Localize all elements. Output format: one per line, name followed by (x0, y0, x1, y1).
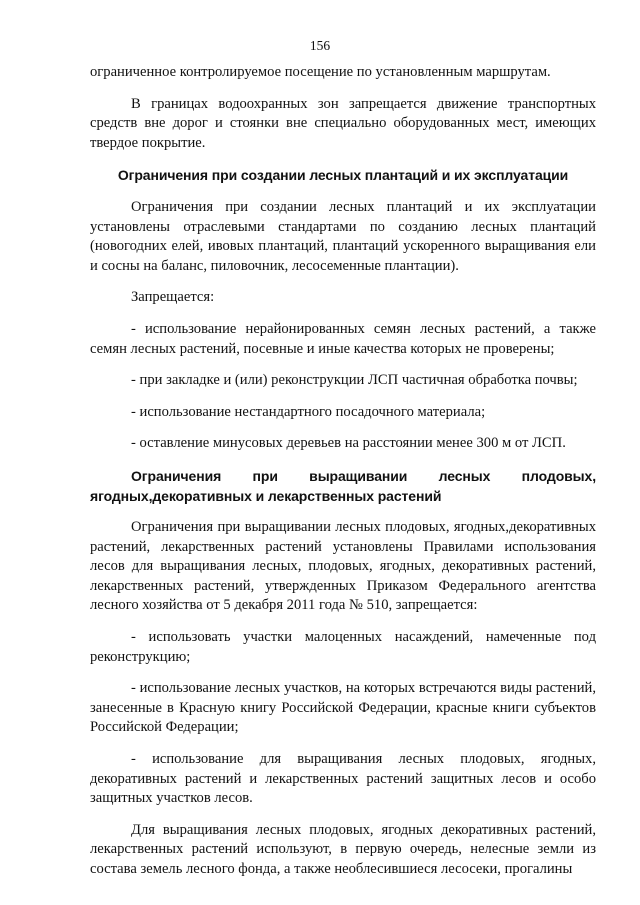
list-item: - использование нерайонированных семян лесных растений, а также семян лесных растений, посевные и иные качества которых не проверены; (90, 320, 596, 357)
list-item: - оставление минусовых деревьев на расстоянии менее 300 м от ЛСП. (131, 435, 566, 452)
paragraph-final: Для выращивания лесных плодовых, ягодных декоративных растений, лекарственных растений используют, в первую очередь, нелесные земли из состава земель лесного фонда, а также необлесившиеся лесосеки, прогалины (90, 821, 596, 877)
list-item: - использование для выращивания лесных плодовых, ягодных, декоративных растений и лекарственных растений защитных лесов и особо защитных участков лесов. (90, 751, 596, 807)
page-number: 156 (309, 38, 331, 53)
list-item: - использование лесных участков, на которых встречаются виды растений, занесенные в Красную книгу Российской Федерации, красные книги субъектов Российской Федерации; (90, 680, 596, 736)
paragraph-water-protection: В границах водоохранных зон запрещается движение транспортных средств вне дорог и стоянки вне специально оборудованных мест, имеющих твердое покрытие. (90, 95, 596, 151)
list-item: - использовать участки малоценных насаждений, намеченные под реконструкцию; (90, 629, 596, 665)
heading-growing-plants: Ограничения при выращивании лесных плодовых, ягодных,декоративных и лекарственных растений (90, 467, 596, 504)
list-item: - использование нестандартного посадочного материала; (131, 403, 486, 420)
paragraph-plantations: Ограничения при создании лесных плантаций и их эксплуатации установлены отраслевыми стандартами по созданию лесных плантаций (новогодних елей, ивовых плантаций, плантаций ускоренного выращивания ели и сосны на баланс, пиловочник, лесосеменные плантации). (90, 198, 596, 274)
heading-forest-plantations: Ограничения при создании лесных плантаций и их эксплуатации (117, 167, 569, 184)
list-item: - при закладке и (или) реконструкции ЛСП частичная обработка почвы; (131, 372, 578, 389)
paragraph-continuation: ограниченное контролируемое посещение по установленным маршрутам. (90, 64, 551, 80)
paragraph-growing: Ограничения при выращивании лесных плодовых, ягодных,декоративных растений, лекарственных растений установлены Правилами использования лесов для выращивания лесных, плодовых, ягодных, декоративных растений, лекарственных растений, утвержденных Приказом Федерального агентства лесного хозяйства от 5 декабря 2011 года № 510, запрещается: (90, 519, 596, 614)
paragraph-forbidden: Запрещается: (131, 289, 215, 306)
document-body (90, 63, 596, 880)
